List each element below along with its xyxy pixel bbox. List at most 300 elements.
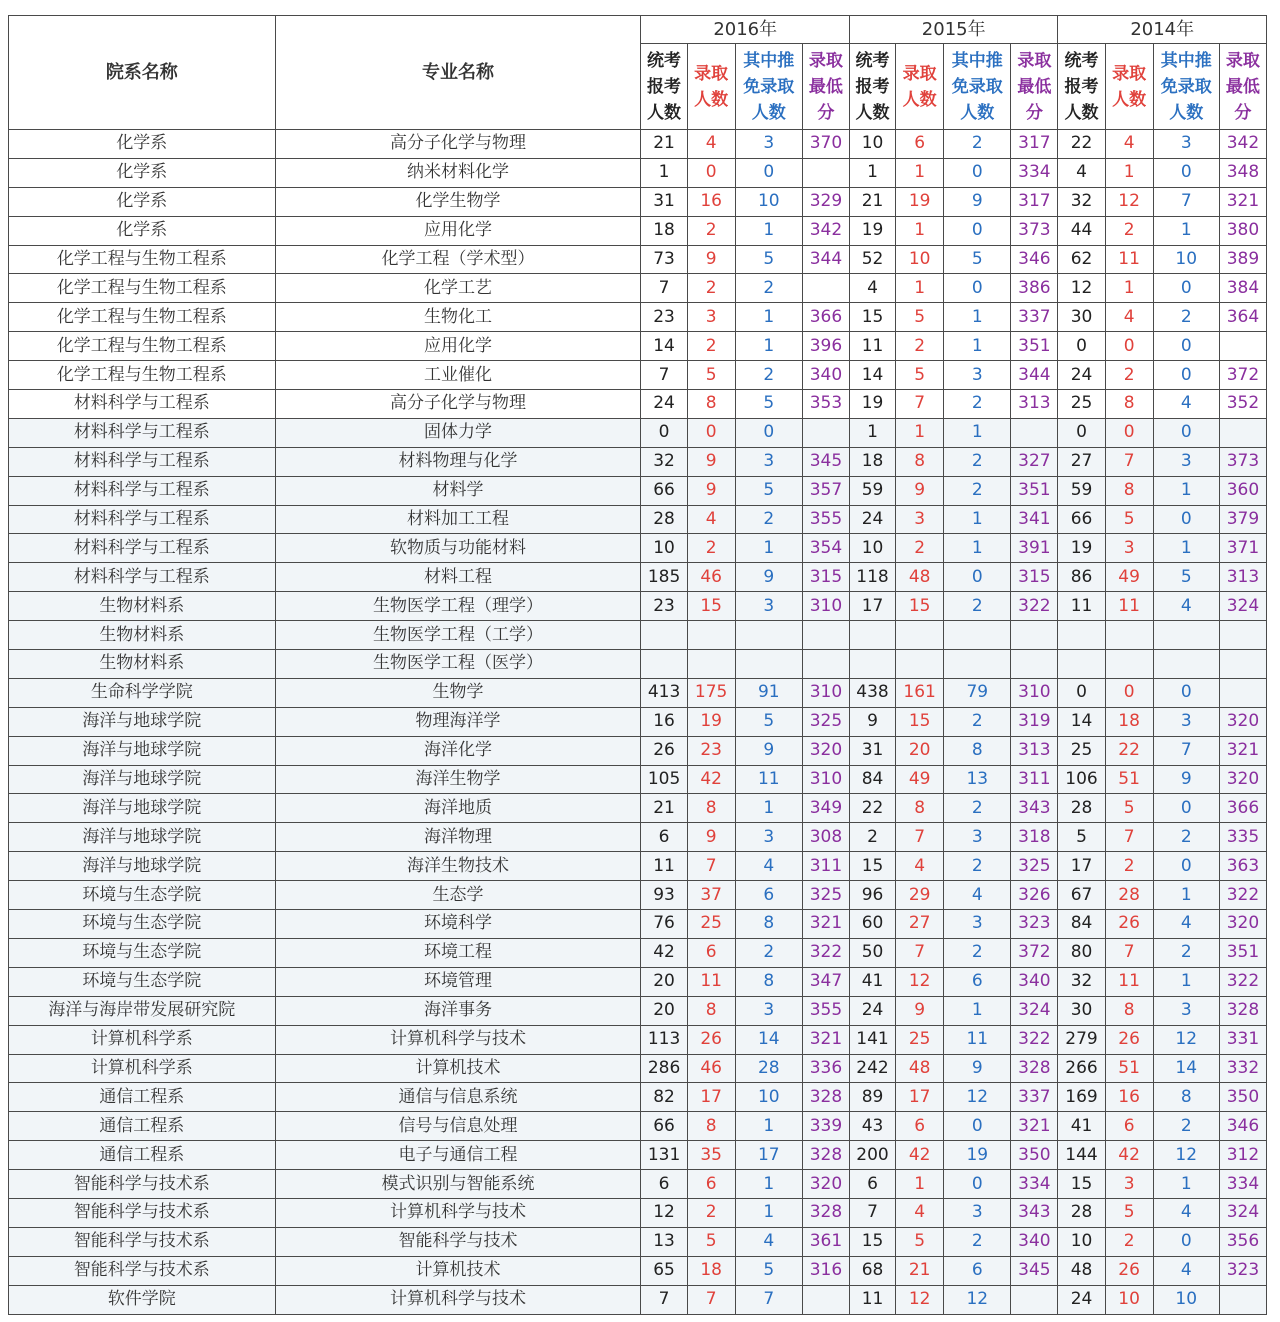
exempt-admitted-cell: 1 (944, 418, 1011, 447)
min-score-cell: 389 (1219, 245, 1266, 274)
admitted-cell: 12 (896, 1285, 944, 1314)
dept-cell: 化学系 (9, 130, 276, 159)
exempt-admitted-cell: 1 (1153, 534, 1219, 563)
admitted-cell: 21 (896, 1256, 944, 1285)
exempt-admitted-cell: 0 (1153, 361, 1219, 390)
min-score-cell: 320 (802, 1170, 849, 1199)
dept-cell: 材料科学与工程系 (9, 534, 276, 563)
major-cell: 海洋地质 (275, 794, 641, 823)
exempt-admitted-cell: 12 (1153, 1025, 1219, 1054)
exempt-admitted-cell: 79 (944, 678, 1011, 707)
exempt-admitted-cell: 1 (735, 1170, 802, 1199)
exempt-admitted-cell: 2 (944, 794, 1011, 823)
min-score-cell: 313 (1219, 563, 1266, 592)
min-score-cell (1011, 621, 1058, 650)
admitted-cell: 175 (687, 678, 735, 707)
header-exempt-admitted-2 (1153, 44, 1219, 130)
exempt-admitted-cell: 9 (1153, 765, 1219, 794)
major-cell: 软物质与功能材料 (275, 534, 641, 563)
exempt-admitted-cell: 0 (944, 158, 1011, 187)
min-score-cell: 339 (802, 1112, 849, 1141)
header-line: 录取 (694, 63, 729, 84)
major-cell: 化学工程（学术型） (275, 245, 641, 274)
dept-cell: 通信工程系 (9, 1083, 276, 1112)
exempt-admitted-cell: 2 (944, 476, 1011, 505)
header-line: 最低 (808, 76, 843, 97)
table-row (9, 823, 1267, 852)
dept-cell: 环境与生态学院 (9, 967, 276, 996)
min-score-cell: 344 (802, 245, 849, 274)
min-score-cell: 308 (802, 823, 849, 852)
exam-applicants-cell: 86 (1058, 563, 1105, 592)
min-score-cell: 334 (1219, 1170, 1266, 1199)
exempt-admitted-cell: 1 (735, 332, 802, 361)
table-row (9, 1285, 1267, 1314)
exam-applicants-cell: 44 (1058, 216, 1105, 245)
admitted-cell: 17 (687, 1083, 735, 1112)
exam-applicants-cell: 68 (849, 1256, 895, 1285)
exam-applicants-cell: 169 (1058, 1083, 1105, 1112)
exempt-admitted-cell (1153, 621, 1219, 650)
admitted-cell: 7 (896, 938, 944, 967)
min-score-cell: 380 (1219, 216, 1266, 245)
major-cell: 海洋物理 (275, 823, 641, 852)
min-score-cell: 346 (1011, 245, 1058, 274)
admitted-cell: 6 (1105, 1112, 1153, 1141)
exempt-admitted-cell: 1 (1153, 881, 1219, 910)
admitted-cell: 35 (687, 1141, 735, 1170)
min-score-cell: 360 (1219, 476, 1266, 505)
header-exam-applicants-1 (849, 44, 895, 130)
exempt-admitted-cell: 4 (1153, 1256, 1219, 1285)
header-line: 录取 (1225, 50, 1260, 71)
admitted-cell: 9 (896, 996, 944, 1025)
min-score-cell: 320 (1219, 765, 1266, 794)
exempt-admitted-cell: 12 (1153, 1141, 1219, 1170)
exam-applicants-cell: 30 (1058, 996, 1105, 1025)
exempt-admitted-cell: 0 (944, 216, 1011, 245)
exam-applicants-cell: 48 (1058, 1256, 1105, 1285)
exam-applicants-cell: 59 (849, 476, 895, 505)
min-score-cell: 328 (1011, 1054, 1058, 1083)
exempt-admitted-cell: 4 (735, 1227, 802, 1256)
header-line: 报考 (1064, 76, 1099, 97)
major-cell: 生物学 (275, 678, 641, 707)
admitted-cell: 4 (896, 852, 944, 881)
min-score-cell: 316 (802, 1256, 849, 1285)
header-line: 最低 (1225, 76, 1260, 97)
admitted-cell: 0 (1105, 332, 1153, 361)
exam-applicants-cell: 18 (641, 216, 687, 245)
header-line: 其中推 (743, 50, 795, 71)
exempt-admitted-cell: 19 (944, 1141, 1011, 1170)
admitted-cell: 26 (1105, 1256, 1153, 1285)
min-score-cell: 361 (802, 1227, 849, 1256)
admitted-cell: 6 (896, 130, 944, 159)
min-score-cell: 363 (1219, 852, 1266, 881)
table-row (9, 1054, 1267, 1083)
header-line: 分 (1025, 102, 1043, 123)
admitted-cell: 10 (896, 245, 944, 274)
min-score-cell: 351 (1219, 938, 1266, 967)
admitted-cell: 42 (1105, 1141, 1153, 1170)
admitted-cell: 5 (1105, 794, 1153, 823)
admission-table (8, 15, 1267, 1315)
admitted-cell (896, 650, 944, 679)
table-row (9, 881, 1267, 910)
dept-cell: 环境与生态学院 (9, 881, 276, 910)
exam-applicants-cell: 26 (641, 736, 687, 765)
header-line: 录取 (1112, 63, 1147, 84)
exam-applicants-cell: 15 (849, 303, 895, 332)
exam-applicants-cell: 242 (849, 1054, 895, 1083)
exam-applicants-cell: 11 (1058, 592, 1105, 621)
min-score-cell: 391 (1011, 534, 1058, 563)
admitted-cell: 4 (1105, 303, 1153, 332)
dept-cell: 环境与生态学院 (9, 938, 276, 967)
min-score-cell: 350 (1219, 1083, 1266, 1112)
exam-applicants-cell: 7 (641, 361, 687, 390)
table-row (9, 534, 1267, 563)
admitted-cell: 2 (1105, 361, 1153, 390)
header-line: 人数 (855, 102, 890, 123)
dept-cell: 通信工程系 (9, 1112, 276, 1141)
admitted-cell: 3 (896, 505, 944, 534)
major-cell: 模式识别与智能系统 (275, 1170, 641, 1199)
header-admitted-2 (1105, 44, 1153, 130)
admitted-cell: 49 (1105, 563, 1153, 592)
exam-applicants-cell: 62 (1058, 245, 1105, 274)
exam-applicants-cell: 60 (849, 910, 895, 939)
min-score-cell: 319 (1011, 707, 1058, 736)
major-cell: 计算机科学与技术 (275, 1198, 641, 1227)
exam-applicants-cell: 80 (1058, 938, 1105, 967)
exempt-admitted-cell: 7 (1153, 187, 1219, 216)
exempt-admitted-cell: 3 (944, 910, 1011, 939)
exempt-admitted-cell: 1 (944, 332, 1011, 361)
admitted-cell: 9 (896, 476, 944, 505)
min-score-cell: 324 (1011, 996, 1058, 1025)
dept-cell: 海洋与海岸带发展研究院 (9, 996, 276, 1025)
dept-cell: 化学工程与生物工程系 (9, 245, 276, 274)
exempt-admitted-cell: 11 (944, 1025, 1011, 1054)
exempt-admitted-cell: 0 (735, 418, 802, 447)
header-year-2015: 2015年 (849, 16, 1057, 44)
dept-cell: 智能科学与技术系 (9, 1227, 276, 1256)
exam-applicants-cell: 11 (641, 852, 687, 881)
header-exam-applicants-2 (1058, 44, 1105, 130)
exempt-admitted-cell: 4 (1153, 1198, 1219, 1227)
dept-cell: 海洋与地球学院 (9, 736, 276, 765)
table-row (9, 592, 1267, 621)
exempt-admitted-cell (735, 650, 802, 679)
exempt-admitted-cell: 0 (1153, 505, 1219, 534)
table-row (9, 158, 1267, 187)
exam-applicants-cell: 438 (849, 678, 895, 707)
dept-cell: 生物材料系 (9, 592, 276, 621)
min-score-cell (1219, 621, 1266, 650)
exam-applicants-cell: 41 (849, 967, 895, 996)
exam-applicants-cell: 19 (849, 390, 895, 419)
admitted-cell: 16 (687, 187, 735, 216)
exam-applicants-cell: 7 (641, 274, 687, 303)
exam-applicants-cell: 43 (849, 1112, 895, 1141)
exam-applicants-cell: 84 (1058, 910, 1105, 939)
exempt-admitted-cell: 10 (1153, 245, 1219, 274)
min-score-cell: 335 (1219, 823, 1266, 852)
exempt-admitted-cell: 1 (735, 303, 802, 332)
admitted-cell: 16 (1105, 1083, 1153, 1112)
admitted-cell: 2 (1105, 1227, 1153, 1256)
dept-cell: 软件学院 (9, 1285, 276, 1314)
exempt-admitted-cell: 1 (735, 534, 802, 563)
exempt-admitted-cell: 8 (944, 736, 1011, 765)
table-row (9, 245, 1267, 274)
exam-applicants-cell (641, 621, 687, 650)
min-score-cell: 322 (802, 938, 849, 967)
exempt-admitted-cell: 3 (944, 823, 1011, 852)
min-score-cell: 325 (802, 881, 849, 910)
major-cell: 计算机技术 (275, 1256, 641, 1285)
header-line: 分 (817, 102, 835, 123)
exam-applicants-cell (1058, 650, 1105, 679)
dept-cell: 海洋与地球学院 (9, 707, 276, 736)
table-row (9, 187, 1267, 216)
exempt-admitted-cell: 2 (735, 274, 802, 303)
admitted-cell: 37 (687, 881, 735, 910)
min-score-cell: 337 (1011, 303, 1058, 332)
exempt-admitted-cell: 2 (735, 505, 802, 534)
header-exempt-admitted-1 (944, 44, 1011, 130)
table-row (9, 447, 1267, 476)
admitted-cell: 5 (896, 303, 944, 332)
exempt-admitted-cell: 7 (1153, 736, 1219, 765)
min-score-cell: 331 (1219, 1025, 1266, 1054)
exam-applicants-cell: 14 (849, 361, 895, 390)
exempt-admitted-cell: 1 (944, 303, 1011, 332)
exam-applicants-cell: 19 (1058, 534, 1105, 563)
exempt-admitted-cell: 2 (1153, 823, 1219, 852)
exam-applicants-cell: 21 (849, 187, 895, 216)
exam-applicants-cell: 1 (849, 418, 895, 447)
exempt-admitted-cell: 8 (735, 910, 802, 939)
admitted-cell: 15 (896, 592, 944, 621)
admitted-cell: 29 (896, 881, 944, 910)
admitted-cell: 19 (896, 187, 944, 216)
exam-applicants-cell: 106 (1058, 765, 1105, 794)
admitted-cell (1105, 621, 1153, 650)
admitted-cell: 1 (896, 418, 944, 447)
major-cell: 纳米材料化学 (275, 158, 641, 187)
major-cell: 应用化学 (275, 332, 641, 361)
exempt-admitted-cell: 6 (944, 967, 1011, 996)
min-score-cell: 315 (802, 563, 849, 592)
header-line: 分 (1234, 102, 1252, 123)
exempt-admitted-cell: 3 (944, 1198, 1011, 1227)
exam-applicants-cell: 11 (849, 332, 895, 361)
exempt-admitted-cell: 3 (735, 447, 802, 476)
exempt-admitted-cell: 1 (944, 505, 1011, 534)
exam-applicants-cell: 185 (641, 563, 687, 592)
exempt-admitted-cell: 4 (1153, 390, 1219, 419)
table-row (9, 967, 1267, 996)
exam-applicants-cell: 27 (1058, 447, 1105, 476)
min-score-cell: 334 (1011, 158, 1058, 187)
table-row (9, 563, 1267, 592)
min-score-cell: 320 (1219, 707, 1266, 736)
major-cell: 通信与信息系统 (275, 1083, 641, 1112)
min-score-cell (802, 418, 849, 447)
admitted-cell: 8 (687, 996, 735, 1025)
header-line: 录取 (808, 50, 843, 71)
exempt-admitted-cell: 91 (735, 678, 802, 707)
exam-applicants-cell: 28 (1058, 1198, 1105, 1227)
exam-applicants-cell: 73 (641, 245, 687, 274)
admitted-cell: 8 (687, 1112, 735, 1141)
exam-applicants-cell: 18 (849, 447, 895, 476)
exempt-admitted-cell: 4 (1153, 910, 1219, 939)
header-line: 免录取 (951, 76, 1003, 97)
exam-applicants-cell: 25 (1058, 390, 1105, 419)
admitted-cell: 1 (1105, 274, 1153, 303)
major-cell: 材料工程 (275, 563, 641, 592)
admitted-cell: 12 (896, 967, 944, 996)
min-score-cell: 352 (1219, 390, 1266, 419)
exempt-admitted-cell: 1 (1153, 1170, 1219, 1199)
table-row (9, 505, 1267, 534)
exam-applicants-cell: 65 (641, 1256, 687, 1285)
major-cell: 海洋化学 (275, 736, 641, 765)
table-row (9, 361, 1267, 390)
exempt-admitted-cell: 2 (735, 938, 802, 967)
major-cell: 材料学 (275, 476, 641, 505)
admitted-cell: 25 (687, 910, 735, 939)
dept-cell: 海洋与地球学院 (9, 823, 276, 852)
exam-applicants-cell: 16 (641, 707, 687, 736)
exempt-admitted-cell: 2 (944, 390, 1011, 419)
table-row (9, 678, 1267, 707)
admitted-cell: 1 (896, 274, 944, 303)
major-cell: 化学生物学 (275, 187, 641, 216)
table-row (9, 910, 1267, 939)
min-score-cell: 313 (1011, 390, 1058, 419)
table-row (9, 1198, 1267, 1227)
min-score-cell: 340 (1011, 967, 1058, 996)
admitted-cell (687, 650, 735, 679)
exempt-admitted-cell: 8 (1153, 1083, 1219, 1112)
exam-applicants-cell: 82 (641, 1083, 687, 1112)
exam-applicants-cell: 52 (849, 245, 895, 274)
min-score-cell: 321 (802, 910, 849, 939)
min-score-cell: 317 (1011, 130, 1058, 159)
exam-applicants-cell: 413 (641, 678, 687, 707)
exam-applicants-cell: 59 (1058, 476, 1105, 505)
exam-applicants-cell: 24 (1058, 361, 1105, 390)
min-score-cell: 332 (1219, 1054, 1266, 1083)
exam-applicants-cell: 12 (1058, 274, 1105, 303)
admission-table-container (8, 15, 1267, 1315)
exam-applicants-cell: 144 (1058, 1141, 1105, 1170)
admitted-cell: 15 (896, 707, 944, 736)
admitted-cell: 5 (687, 361, 735, 390)
header-min-score-0 (802, 44, 849, 130)
header-line: 报考 (647, 76, 682, 97)
exempt-admitted-cell: 3 (1153, 707, 1219, 736)
exam-applicants-cell: 21 (641, 130, 687, 159)
table-row (9, 1256, 1267, 1285)
admitted-cell: 6 (687, 938, 735, 967)
exempt-admitted-cell: 1 (1153, 967, 1219, 996)
exempt-admitted-cell: 9 (735, 563, 802, 592)
min-score-cell: 323 (1219, 1256, 1266, 1285)
min-score-cell: 371 (1219, 534, 1266, 563)
admitted-cell: 0 (1105, 678, 1153, 707)
exam-applicants-cell: 10 (641, 534, 687, 563)
exempt-admitted-cell: 1 (735, 794, 802, 823)
exempt-admitted-cell: 12 (944, 1285, 1011, 1314)
exam-applicants-cell: 17 (1058, 852, 1105, 881)
exempt-admitted-cell: 6 (944, 1256, 1011, 1285)
admitted-cell: 5 (896, 1227, 944, 1256)
admitted-cell: 8 (1105, 996, 1153, 1025)
admitted-cell: 2 (687, 274, 735, 303)
exempt-admitted-cell: 10 (735, 1083, 802, 1112)
min-score-cell (1219, 418, 1266, 447)
table-row (9, 1083, 1267, 1112)
admitted-cell: 48 (896, 563, 944, 592)
min-score-cell: 349 (802, 794, 849, 823)
exempt-admitted-cell: 12 (944, 1083, 1011, 1112)
dept-cell: 材料科学与工程系 (9, 390, 276, 419)
exempt-admitted-cell: 28 (735, 1054, 802, 1083)
min-score-cell: 320 (802, 736, 849, 765)
header-line: 人数 (694, 89, 729, 110)
major-cell: 应用化学 (275, 216, 641, 245)
admitted-cell: 6 (687, 1170, 735, 1199)
admitted-cell: 12 (1105, 187, 1153, 216)
exempt-admitted-cell: 1 (944, 534, 1011, 563)
header-line: 免录取 (743, 76, 795, 97)
exam-applicants-cell: 0 (1058, 332, 1105, 361)
table-row (9, 1025, 1267, 1054)
table-row (9, 476, 1267, 505)
exempt-admitted-cell: 11 (735, 765, 802, 794)
header-year-2014: 2014年 (1058, 16, 1267, 44)
min-score-cell: 366 (802, 303, 849, 332)
exempt-admitted-cell (1153, 650, 1219, 679)
exempt-admitted-cell: 5 (735, 1256, 802, 1285)
table-row (9, 1170, 1267, 1199)
admitted-cell: 4 (687, 130, 735, 159)
min-score-cell: 341 (1011, 505, 1058, 534)
admitted-cell: 3 (1105, 534, 1153, 563)
header-min-score-1 (1011, 44, 1058, 130)
exempt-admitted-cell: 2 (944, 447, 1011, 476)
min-score-cell (802, 158, 849, 187)
dept-cell: 计算机科学系 (9, 1054, 276, 1083)
header-line: 人数 (902, 89, 937, 110)
admitted-cell: 22 (1105, 736, 1153, 765)
dept-cell: 海洋与地球学院 (9, 852, 276, 881)
min-score-cell: 325 (802, 707, 849, 736)
dept-cell: 海洋与地球学院 (9, 765, 276, 794)
admitted-cell: 161 (896, 678, 944, 707)
min-score-cell (1219, 678, 1266, 707)
exempt-admitted-cell: 2 (735, 361, 802, 390)
exam-applicants-cell: 15 (1058, 1170, 1105, 1199)
table-row (9, 303, 1267, 332)
major-cell: 电子与通信工程 (275, 1141, 641, 1170)
